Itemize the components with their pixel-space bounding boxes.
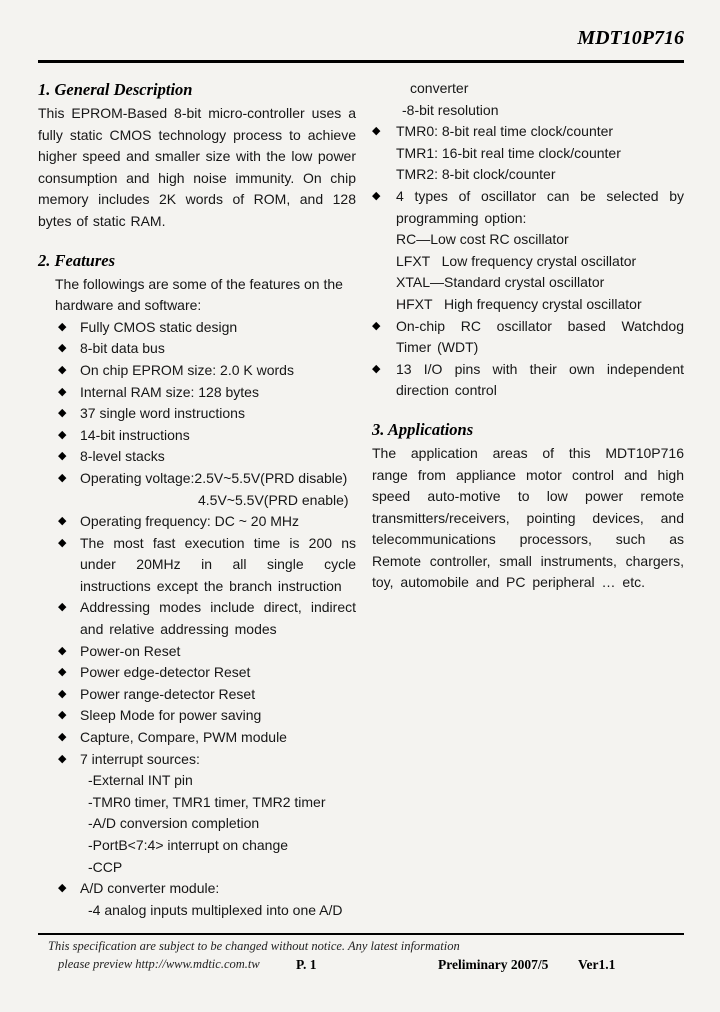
diamond-bullet-icon: ◆ — [58, 515, 67, 528]
feature-subline: -PortB<7:4> interrupt on change — [88, 837, 289, 853]
diamond-bullet-icon: ◆ — [58, 709, 67, 722]
feature-item — [38, 317, 356, 339]
feature-subline: XTAL—Standard crystal oscillator — [396, 274, 605, 291]
footer-row — [38, 957, 684, 977]
feature-text: Power edge-detector Reset — [80, 664, 251, 681]
feature-subline: -CCP — [88, 858, 123, 875]
feature-subline: RC—Low cost RC oscillator — [396, 231, 569, 248]
feature-item — [38, 446, 356, 468]
diamond-bullet-icon: ◆ — [58, 731, 67, 744]
feature-item — [38, 338, 356, 360]
feature-item — [38, 878, 356, 921]
feature-subline: -TMR0 timer, TMR1 timer, TMR2 timer — [88, 793, 326, 810]
ad-converter-continuation — [372, 78, 684, 121]
release-info: Preliminary 2007/5 — [438, 957, 549, 972]
feature-text: Fully CMOS static design — [80, 318, 238, 335]
feature-text: 7 interrupt sources: — [80, 750, 200, 767]
diamond-bullet-icon: ◆ — [58, 601, 67, 614]
feature-item — [372, 359, 684, 402]
continuation-line: converter — [410, 80, 469, 96]
version-label: Ver1.1 — [578, 957, 616, 972]
feature-item — [372, 186, 684, 316]
section-title-features: 2. Features — [38, 250, 116, 270]
features-list-right — [372, 121, 684, 402]
features-list-left — [38, 317, 356, 922]
page-footer — [38, 933, 684, 977]
feature-subline: TMR2: 8-bit clock/counter — [396, 166, 556, 183]
feature-text: Operating voltage:2.5V~5.5V(PRD disable) — [80, 469, 348, 486]
feature-subline: -A/D conversion completion — [88, 815, 260, 832]
feature-text: Internal RAM size: 128 bytes — [80, 383, 259, 400]
section-title-applications: 3. Applications — [372, 419, 474, 439]
feature-text: The most fast execution time is 200 ns under 20MHz in all single cycle instructions except the branch instruction — [80, 534, 356, 594]
diamond-bullet-icon: ◆ — [58, 385, 67, 398]
diamond-bullet-icon: ◆ — [372, 189, 381, 202]
diamond-bullet-icon: ◆ — [58, 536, 67, 549]
right-column — [372, 78, 684, 921]
diamond-bullet-icon: ◆ — [58, 407, 67, 420]
footer-url: please preview http://www.mdtic.com.tw — [58, 957, 260, 971]
feature-subline: HFXT High frequency crystal oscillator — [396, 295, 642, 312]
features-intro: The followings are some of the features on the hardware and software: — [55, 275, 343, 314]
feature-text: On chip EPROM size: 2.0 K words — [80, 361, 294, 378]
feature-text: Operating frequency: DC ~ 20 MHz — [80, 513, 300, 530]
feature-text: 8-bit data bus — [80, 340, 165, 357]
content-columns — [38, 78, 684, 921]
feature-item — [38, 662, 356, 684]
feature-text: Power range-detector Reset — [80, 685, 256, 702]
diamond-bullet-icon: ◆ — [58, 687, 67, 700]
footer-notice: This specification are subject to be changed without notice. Any latest information — [48, 939, 460, 953]
feature-text: Sleep Mode for power saving — [80, 707, 262, 724]
footer-rule — [38, 933, 684, 935]
doc-title: MDT10P716 — [577, 27, 684, 49]
feature-item — [372, 316, 684, 359]
feature-item — [38, 382, 356, 404]
feature-item — [38, 511, 356, 533]
feature-text: 14-bit instructions — [80, 426, 190, 443]
section-title-general-description: 1. General Description — [38, 80, 193, 99]
feature-item — [38, 403, 356, 425]
diamond-bullet-icon: ◆ — [58, 320, 67, 333]
continuation-line: -8-bit resolution — [402, 101, 499, 118]
header-rule — [38, 60, 684, 63]
diamond-bullet-icon: ◆ — [58, 342, 67, 355]
feature-item — [38, 597, 356, 640]
feature-subline: -4 analog inputs multiplexed into one A/D — [88, 901, 343, 918]
diamond-bullet-icon: ◆ — [372, 125, 381, 138]
feature-text: Power-on Reset — [80, 642, 181, 659]
feature-item — [38, 360, 356, 382]
feature-text: 13 I/O pins with their own independent direction control — [396, 360, 684, 399]
page-number: P. 1 — [296, 957, 317, 972]
diamond-bullet-icon: ◆ — [372, 362, 381, 375]
diamond-bullet-icon: ◆ — [58, 450, 67, 463]
diamond-bullet-icon: ◆ — [58, 471, 67, 484]
feature-item — [38, 533, 356, 598]
applications-text: The application areas of this MDT10P716 range from appliance motor control and high speed auto-motive to low power remote transmitters/receivers, pointing devices, and telecommunications processors, such as Remote controller, small instruments, chargers, toy, automobile and PC peripheral … etc. — [372, 444, 684, 591]
diamond-bullet-icon: ◆ — [58, 752, 67, 765]
feature-item — [372, 121, 684, 186]
feature-text: 4 types of oscillator can be selected by programming option: — [396, 187, 684, 226]
diamond-bullet-icon: ◆ — [372, 319, 381, 332]
feature-text: TMR0: 8-bit real time clock/counter — [396, 123, 614, 140]
feature-item — [38, 468, 356, 511]
diamond-bullet-icon: ◆ — [58, 644, 67, 657]
feature-subline: LFXT Low frequency crystal oscillator — [396, 252, 637, 269]
feature-text: 37 single word instructions — [80, 405, 245, 422]
feature-text: A/D converter module: — [80, 880, 220, 897]
feature-subline: 4.5V~5.5V(PRD enable) — [198, 491, 349, 508]
feature-item — [38, 727, 356, 749]
diamond-bullet-icon: ◆ — [58, 363, 67, 376]
general-description-text: This EPROM-Based 8-bit micro-controller uses a fully static CMOS technology process to achieve higher speed and smaller size with the low power consumption and high noise immunity. On chip memory includes 2K words of ROM, and 128 bytes of static RAM. — [38, 105, 356, 229]
feature-text: Addressing modes include direct, indirect and relative addressing modes — [80, 599, 356, 638]
diamond-bullet-icon: ◆ — [58, 882, 67, 895]
feature-item — [38, 425, 356, 447]
feature-subline: TMR1: 16-bit real time clock/counter — [396, 144, 621, 161]
feature-item — [38, 684, 356, 706]
left-column — [38, 78, 356, 921]
feature-text: Capture, Compare, PWM module — [80, 729, 287, 746]
feature-text: 8-level stacks — [80, 448, 165, 465]
feature-item — [38, 641, 356, 663]
diamond-bullet-icon: ◆ — [58, 666, 67, 679]
feature-subline: -External INT pin — [88, 772, 193, 789]
diamond-bullet-icon: ◆ — [58, 428, 67, 441]
feature-text: On-chip RC oscillator based Watchdog Timer (WDT) — [396, 317, 684, 356]
feature-item — [38, 749, 356, 879]
feature-item — [38, 705, 356, 727]
